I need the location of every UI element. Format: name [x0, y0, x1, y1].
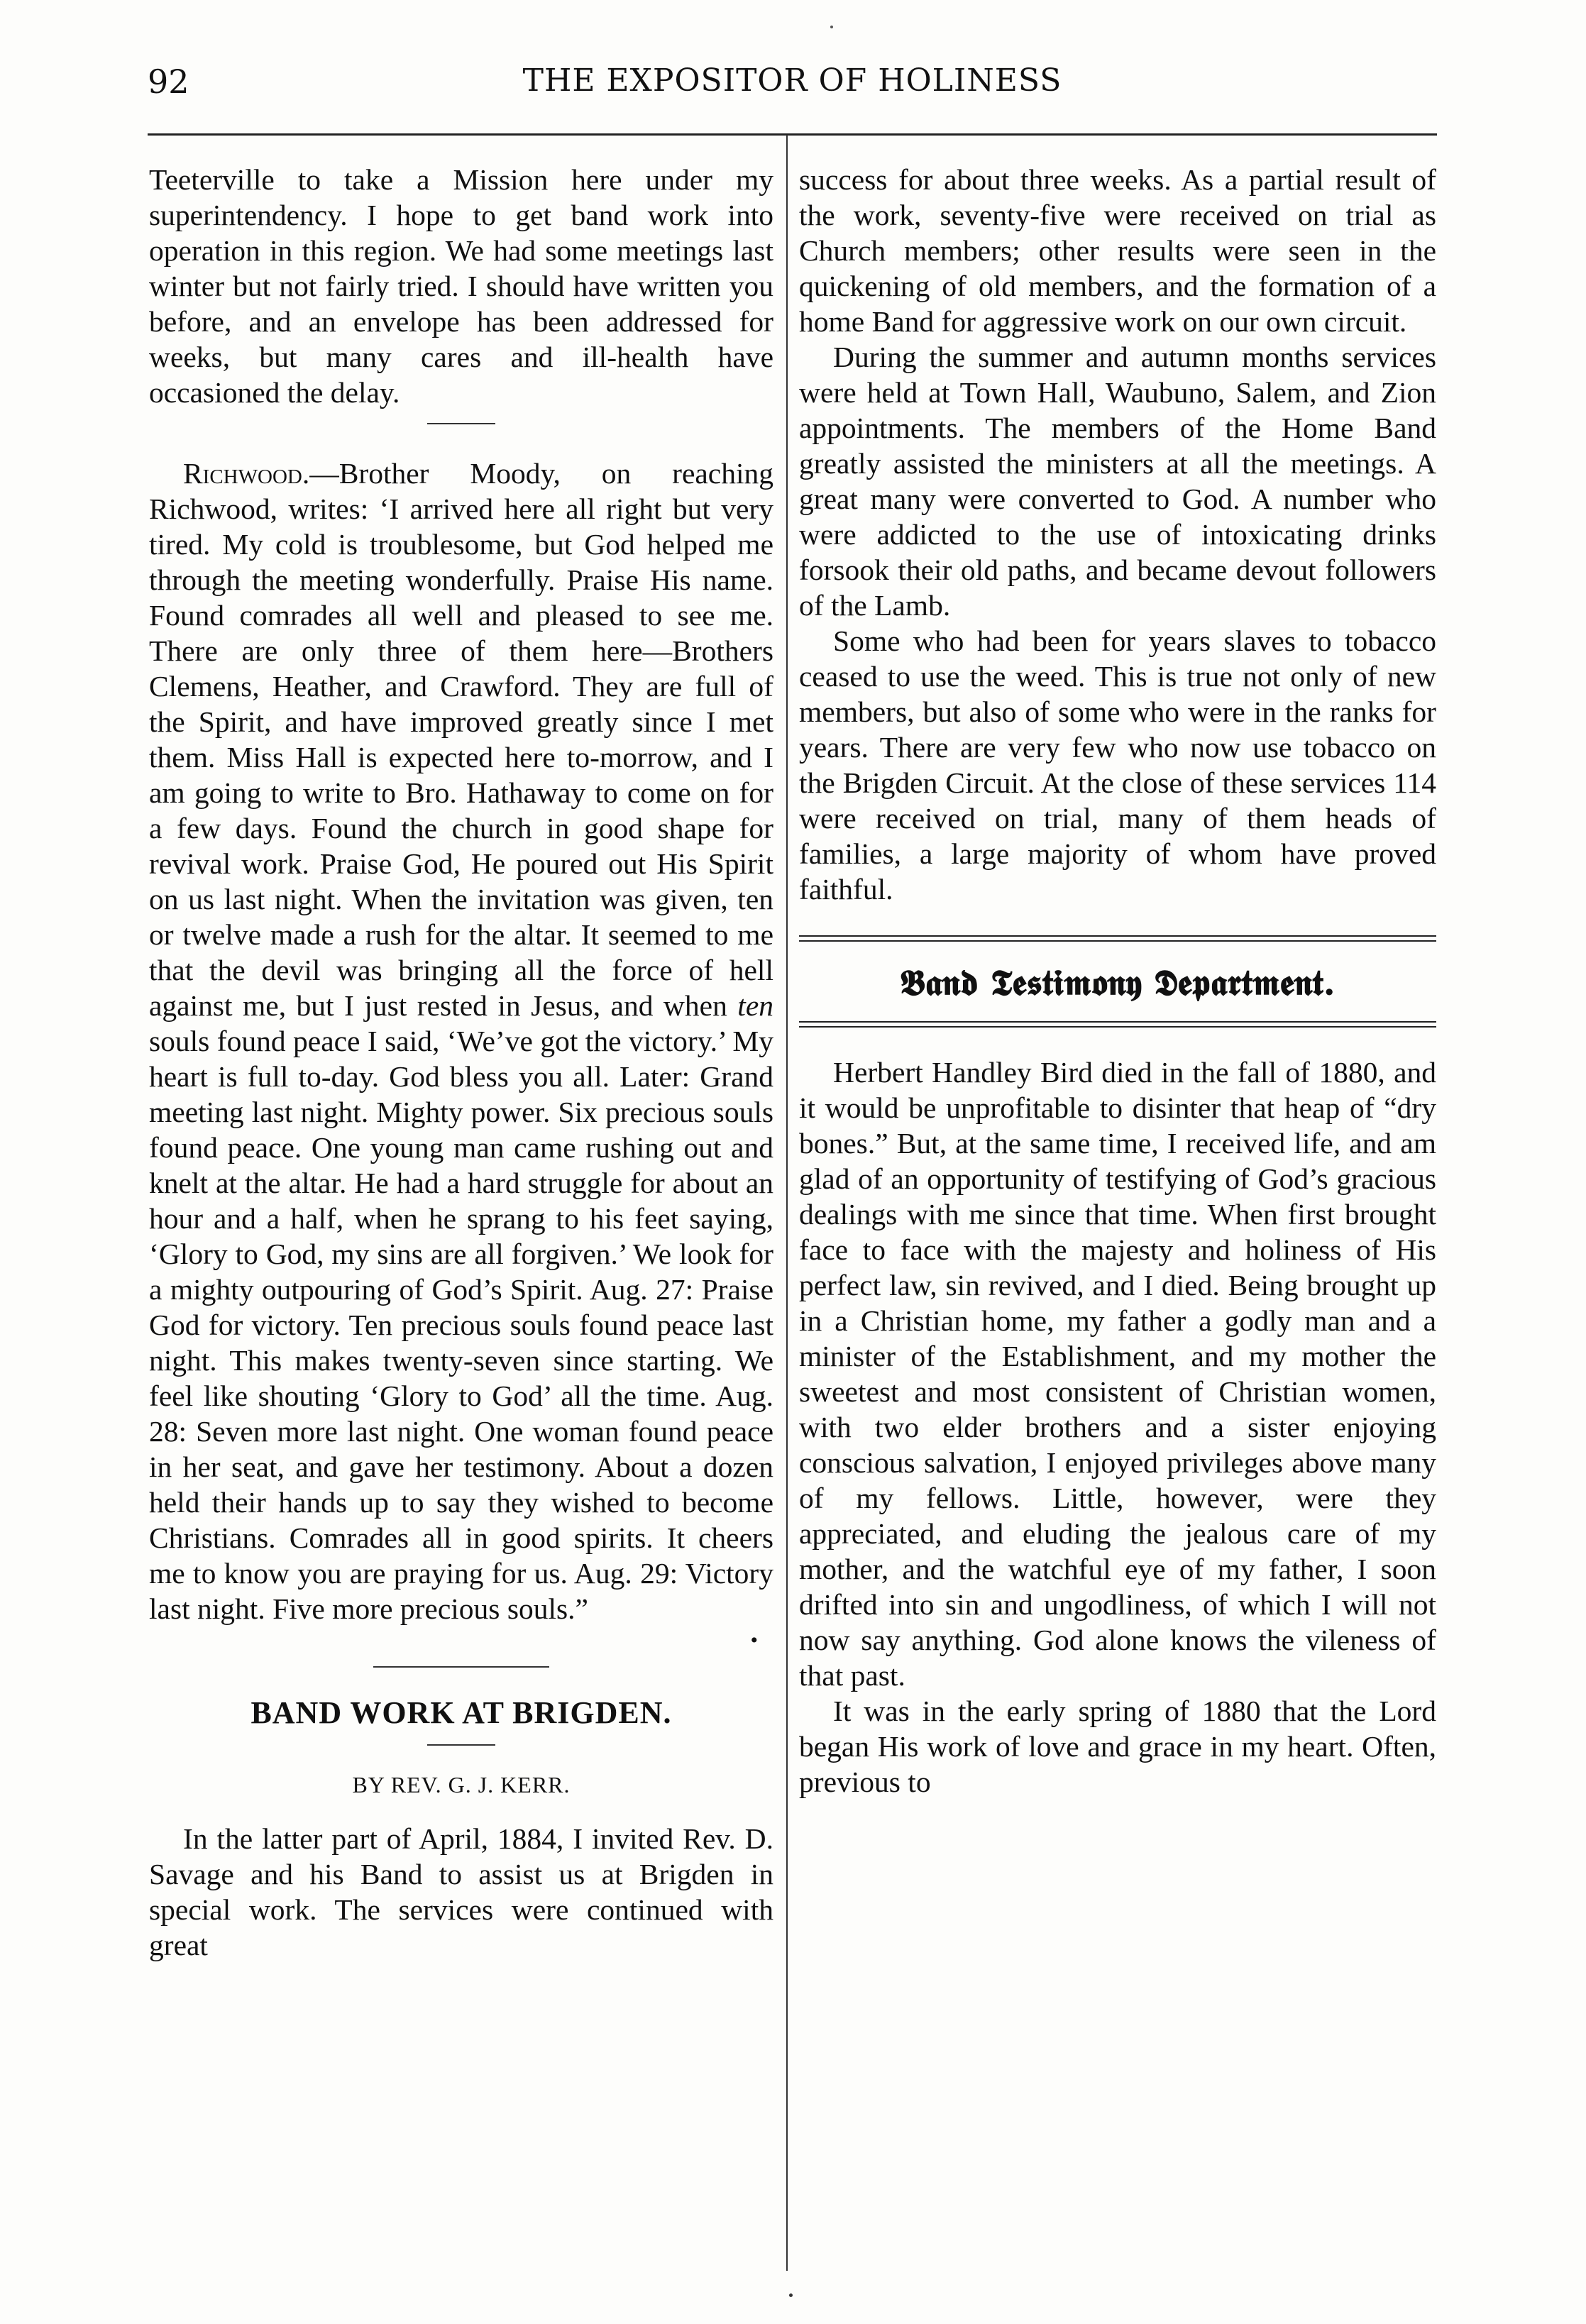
left-paragraph-1: Teeterville to take a Mission here under my superintendency. I hope to get band work into operation in this region. We had some meetings last winter but not fairly tried. I should have written you before, and an envelope has been addressed for weeks, but many cares and ill-health have occasioned the delay.: [149, 163, 773, 409]
department-top-rule: [799, 935, 1436, 942]
brigden-paragraph-2: success for about three weeks. As a partial result of the work, seventy-five were received on trial as Church members; other results were seen in the quickening of old members, and the formation of a home Band for aggressive work on our own circuit.: [799, 163, 1436, 338]
short-divider-rule: [427, 423, 495, 424]
richwood-report-text: —Brother Moody, on reaching Richwood, writes: ‘I arrived here all right but very tired. My cold is troublesome, but God helped me through the meeting wonderfully. Praise His name. Found comrades all well and pleased to see me. There are only three of them here—Brothers Clemens, Heather, and Crawford. They are full of the Spirit, and have improved greatly since I met them. Miss Hall is expected here to-morrow, and I am going to write to Bro. Hathaway to come on for a few days. Found the church in good shape for revival work. Praise God, He poured out His Spirit on us last night. When the invitation was given, ten or twelve made a rush for the altar. It seemed to me that the devil was bringing all the force of hell against me, but I just rested in Jesus, and when: [149, 457, 773, 1022]
testimony-paragraph-2: It was in the early spring of 1880 that the Lord began His work of love and grace in my heart. Often, previous to: [799, 1695, 1436, 1798]
running-title: THE EXPOSITOR OF HOLINESS: [522, 62, 1062, 99]
section-title-band-work: BAND WORK AT BRIGDEN.: [250, 1695, 672, 1730]
department-bottom-rule: [799, 1021, 1436, 1028]
stray-ink-mark: •: [750, 1629, 758, 1652]
header-rule: [148, 133, 1437, 136]
department-title: 𝕭𝖆𝖓𝖉 𝕿𝖊𝖘𝖙𝖎𝖒𝖔𝖓𝖞 𝕯𝖊𝖕𝖆𝖗𝖙𝖒𝖊𝖓𝖙.: [900, 962, 1336, 1003]
right-column: [799, 162, 1436, 2298]
page-number: 92: [148, 62, 189, 101]
author-byline: BY REV. G. J. KERR.: [352, 1772, 571, 1797]
section-divider-rule: [373, 1666, 549, 1668]
page-header: [148, 62, 1437, 105]
left-column: [149, 162, 773, 2298]
richwood-report-text-continued: souls found peace I said, ‘We’ve got the victory.’ My heart is full to-day. God bless you all. Later: Grand meeting last night. Mighty power. Six precious souls found peace. One young man came rushing out and knelt at the altar. He had a hard struggle for about an hour and a half, when he sprang to his feet saying, ‘Glory to God, my sins are all forgiven.’ We look for a mighty outpouring of God’s Spirit. Aug. 27: Praise God for victory. Ten precious souls found peace last night. This makes twenty-seven since starting. We feel like shouting ‘Glory to God’ all the time. Aug. 28: Seven more last night. One woman found peace in her seat, and gave her testimony. About a dozen held their hands up to say they wished to become Christians. Comrades all in good spirits. It cheers me to know you are praying for us. Aug. 29: Victory last night. Five more precious souls.”: [149, 1025, 773, 1625]
testimony-paragraph-1: Herbert Handley Bird died in the fall of 1880, and it would be unprofitable to disinter that heap of “dry bones.” But, at the same time, I received life, and am glad of an opportunity of testifying of God’s gracious dealings with me since that time. When first brought face to face with the majesty and holiness of His perfect law, sin revived, and I died. Being brought up in a Christian home, my father a godly man and a minister of the Establishment, and my mother the sweetest and most consistent of Christian women, with two elder brothers and a sister enjoying conscious salvation, I enjoyed privileges above many of my fellows. Little, however, were they appreciated, and eluding the jealous care of my mother, and the watchful eye of my father, I soon drifted into sin and ungodliness, of which I will not now say anything. God alone knows the vileness of that past.: [799, 1056, 1436, 1692]
print-speck: [830, 26, 833, 28]
richwood-report: [149, 456, 773, 1626]
brigden-paragraph-3: During the summer and autumn months services were held at Town Hall, Waubuno, Salem, and Zion appointments. The members of the Home Band greatly assisted the ministers at all the meetings. A great many were converted to God. A number who were addicted to the use of intoxicating drinks forsook their old paths, and became devout followers of the Lamb.: [799, 341, 1436, 622]
print-speck-bottom: [789, 2293, 793, 2297]
brigden-paragraph-1: In the latter part of April, 1884, I invited Rev. D. Savage and his Band to assist us at Brigden in special work. The services were continued with great: [149, 1822, 773, 1961]
richwood-place-name: Richwood.: [183, 457, 310, 490]
column-divider: [786, 135, 788, 2271]
richwood-italic-word: ten: [737, 989, 773, 1022]
title-underline-rule: [427, 1744, 495, 1746]
brigden-paragraph-4: Some who had been for years slaves to tobacco ceased to use the weed. This is true not only of new members, but also of some who were in the ranks for years. There are very few who now use tobacco on the Brigden Circuit. At the close of these services 114 were received on trial, many of them heads of families, a large majority of whom have proved faithful.: [799, 624, 1436, 905]
